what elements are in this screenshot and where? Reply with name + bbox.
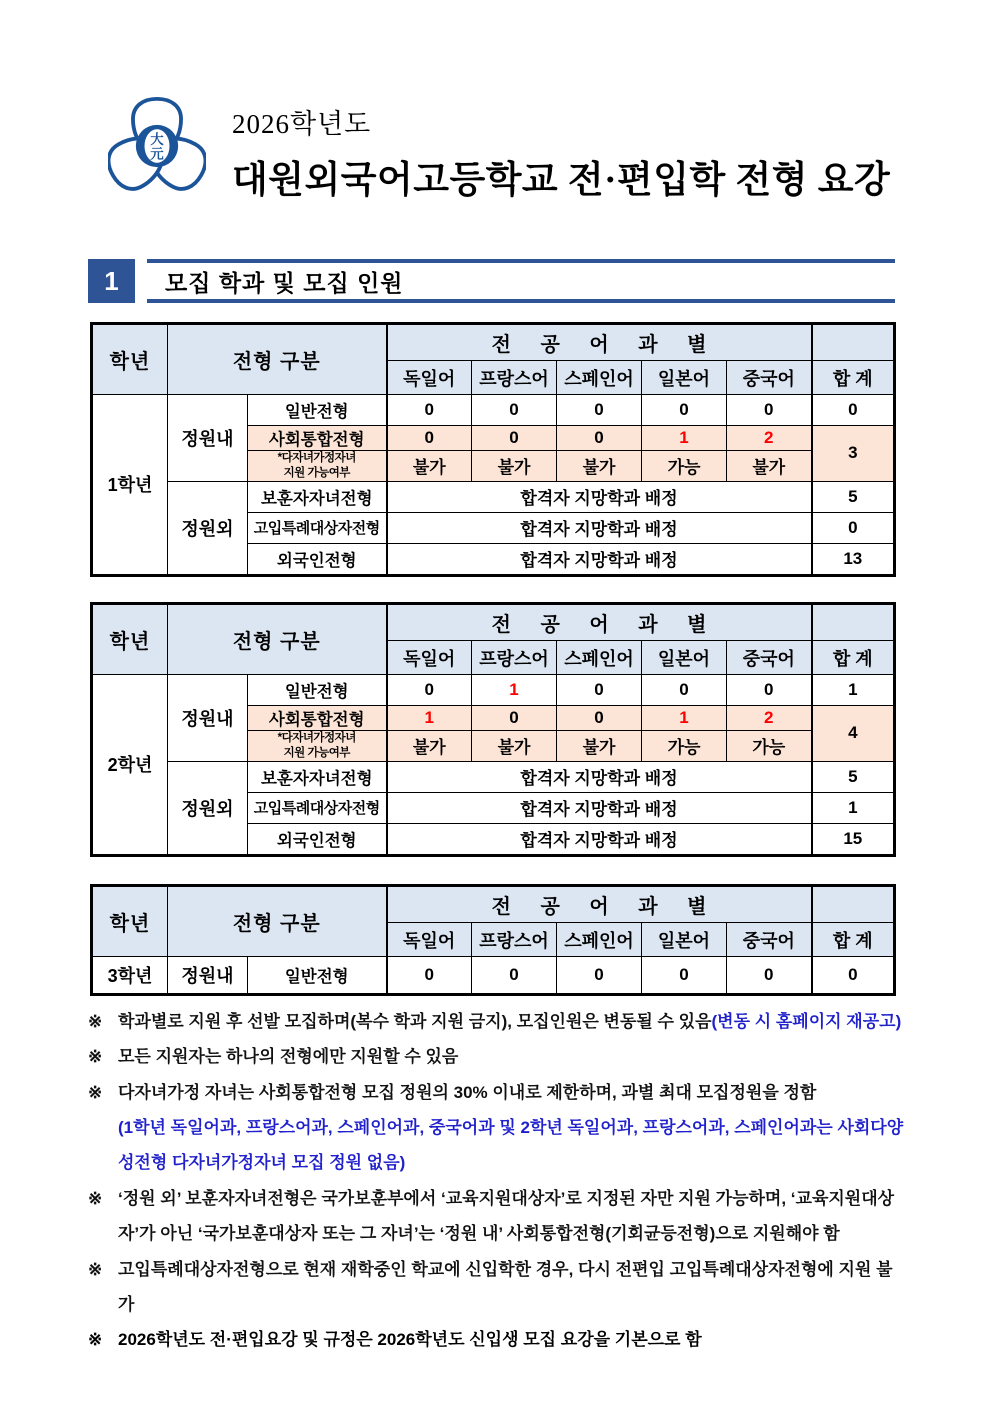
total-cell: 1 <box>812 675 895 706</box>
quota-in-label: 정원내 <box>168 395 248 482</box>
multichild-label-line1: *다자녀가정자녀 <box>277 732 356 744</box>
col-header-spanish: 스페인어 <box>557 923 642 957</box>
col-header-grade: 학년 <box>92 324 168 395</box>
col-header-german: 독일어 <box>387 923 472 957</box>
col-header-japanese: 일본어 <box>642 923 727 957</box>
row-label-multichild <box>248 731 387 762</box>
eligibility-cell: 불가 <box>727 451 812 482</box>
col-header-grade: 학년 <box>92 604 168 675</box>
footnote-text: 다자녀가정 자녀는 사회통합전형 모집 정원의 30% 이내로 제한하며, 과별 최대 모집정원을 정함 <box>118 1082 817 1102</box>
count-cell: 1 <box>642 706 727 731</box>
col-header-spanish: 스페인어 <box>557 641 642 675</box>
col-header-blank <box>812 324 895 361</box>
table-row-general <box>92 395 895 426</box>
count-cell: 0 <box>472 426 557 451</box>
count-cell: 2 <box>727 706 812 731</box>
count-cell: 1 <box>642 426 727 451</box>
footnote-text-highlight: (1학년 독일어과, 프랑스어과, 스페인어과, 중국어과 및 2학년 독일어과, 프랑스어과, 스페인어과는 사회다양성전형 다자녀가정자녀 모집 정원 없음) <box>118 1118 904 1173</box>
table-row-general <box>92 675 895 706</box>
count-cell: 1 <box>387 706 472 731</box>
quota-in-label: 정원내 <box>168 675 248 762</box>
col-header-chinese: 중국어 <box>727 361 812 395</box>
count-cell: 0 <box>642 395 727 426</box>
grade-label: 3학년 <box>92 957 168 995</box>
col-header-category: 전형 구분 <box>168 324 387 395</box>
table-row-veterans <box>92 481 895 512</box>
count-cell: 0 <box>472 395 557 426</box>
col-header-total: 합 계 <box>812 361 895 395</box>
col-header-french: 프랑스어 <box>472 361 557 395</box>
row-label-general: 일반전형 <box>248 957 387 995</box>
row-label-multichild <box>248 451 387 482</box>
col-header-blank <box>812 886 895 923</box>
count-cell: 0 <box>727 957 812 995</box>
footnote-text: 모든 지원자는 하나의 전형에만 지원할 수 있음 <box>118 1047 459 1067</box>
footnote-text-highlight: (변동 시 홈페이지 재공고) <box>711 1012 902 1031</box>
row-label-foreigner: 외국인전형 <box>248 543 387 575</box>
col-header-total: 합 계 <box>812 641 895 675</box>
col-header-category: 전형 구분 <box>168 604 387 675</box>
quota-out-label: 정원외 <box>168 761 248 855</box>
count-cell: 0 <box>642 675 727 706</box>
eligibility-cell: 가능 <box>727 731 812 762</box>
table-row-veterans <box>92 761 895 792</box>
page-title: 대원외국어고등학교 전·편입학 전형 요강 <box>232 160 891 201</box>
total-cell: 0 <box>812 957 895 995</box>
eligibility-cell: 불가 <box>387 731 472 762</box>
assignment-cell: 합격자 지망학과 배정 <box>387 543 812 575</box>
footnote-4 <box>88 1181 908 1252</box>
col-header-french: 프랑스어 <box>472 923 557 957</box>
col-header-blank <box>812 604 895 641</box>
footnote-2 <box>88 1039 908 1074</box>
eligibility-cell: 불가 <box>387 451 472 482</box>
title-block <box>232 96 890 203</box>
count-cell: 0 <box>472 957 557 995</box>
eligibility-cell: 가능 <box>642 451 727 482</box>
assignment-cell: 합격자 지망학과 배정 <box>387 792 812 823</box>
multichild-label-line1: *다자녀가정자녀 <box>277 452 356 464</box>
count-cell: 0 <box>727 395 812 426</box>
footnote-marker: ※ <box>88 1012 103 1031</box>
footnote-1 <box>88 1004 908 1039</box>
col-header-category: 전형 구분 <box>168 886 387 957</box>
count-cell: 0 <box>387 675 472 706</box>
section-number-badge: 1 <box>88 259 135 303</box>
total-cell: 5 <box>812 761 895 792</box>
eligibility-cell: 불가 <box>557 731 642 762</box>
row-label-special: 고입특례대상자전형 <box>248 512 387 543</box>
footnote-marker: ※ <box>88 1188 103 1208</box>
count-cell: 0 <box>387 395 472 426</box>
footnote-text: 2026학년도 전·편입요강 및 규정은 2026학년도 신입생 모집 요강을 기본으로 함 <box>118 1330 702 1350</box>
col-header-major-group: 전 공 어 과 별 <box>387 604 812 641</box>
eligibility-cell: 불가 <box>557 451 642 482</box>
col-header-german: 독일어 <box>387 361 472 395</box>
footnote-marker: ※ <box>88 1082 103 1102</box>
total-cell: 5 <box>812 481 895 512</box>
col-header-french: 프랑스어 <box>472 641 557 675</box>
multichild-label-line2: 지원 가능여부 <box>283 746 350 759</box>
count-cell: 0 <box>557 395 642 426</box>
col-header-chinese: 중국어 <box>727 641 812 675</box>
total-cell: 1 <box>812 792 895 823</box>
count-cell: 0 <box>557 957 642 995</box>
grade-label: 2학년 <box>92 675 168 856</box>
col-header-japanese: 일본어 <box>642 641 727 675</box>
table-row-general <box>92 957 895 995</box>
admission-table-grade1 <box>90 322 896 577</box>
admission-table-grade3 <box>90 884 896 996</box>
col-header-major-group: 전 공 어 과 별 <box>387 886 812 923</box>
table-header-row <box>92 324 895 361</box>
eligibility-cell: 불가 <box>472 451 557 482</box>
table-header-row <box>92 604 895 641</box>
count-cell: 2 <box>727 426 812 451</box>
admission-table-grade2 <box>90 602 896 857</box>
col-header-major-group: 전 공 어 과 별 <box>387 324 812 361</box>
row-label-general: 일반전형 <box>248 675 387 706</box>
document-header <box>108 96 890 203</box>
footnote-marker: ※ <box>88 1259 103 1279</box>
total-cell: 15 <box>812 823 895 855</box>
multichild-label-line2: 지원 가능여부 <box>283 466 350 479</box>
table-header-row <box>92 886 895 923</box>
col-header-chinese: 중국어 <box>727 923 812 957</box>
footnote-text: 고입특례대상자전형으로 현재 재학중인 학교에 신입학한 경우, 다시 전편입 고입특례대상자전형에 지원 불가 <box>118 1259 893 1314</box>
title-year: 2026학년도 <box>232 109 372 139</box>
col-header-japanese: 일본어 <box>642 361 727 395</box>
footnote-text: ‘정원 외’ 보훈자자녀전형은 국가보훈부에서 ‘교육지원대상자’로 지정된 자만 지원 가능하며, ‘교육지원대상자’가 아닌 ‘국가보훈대상자 또는 그 자녀’는 ‘정원 내’ 사회통합전형(기회균등전형)으로 지원해야 함 <box>118 1188 895 1244</box>
footnote-marker: ※ <box>88 1330 103 1350</box>
count-cell: 0 <box>557 426 642 451</box>
assignment-cell: 합격자 지망학과 배정 <box>387 823 812 855</box>
count-cell: 0 <box>557 675 642 706</box>
count-cell: 0 <box>727 675 812 706</box>
row-label-general: 일반전형 <box>248 395 387 426</box>
footnotes <box>88 1004 908 1358</box>
footnote-marker: ※ <box>88 1047 103 1067</box>
grade-label: 1학년 <box>92 395 168 576</box>
count-cell: 1 <box>472 675 557 706</box>
assignment-cell: 합격자 지망학과 배정 <box>387 481 812 512</box>
footnote-text: 학과별로 지원 후 선발 모집하며(복수 학과 지원 금지), 모집인원은 변동될 수 있음 <box>118 1012 712 1031</box>
col-header-grade: 학년 <box>92 886 168 957</box>
eligibility-cell: 불가 <box>472 731 557 762</box>
total-cell: 0 <box>812 395 895 426</box>
footnote-5 <box>88 1252 908 1323</box>
quota-out-label: 정원외 <box>168 481 248 575</box>
total-cell: 0 <box>812 512 895 543</box>
footnote-6 <box>88 1322 908 1357</box>
row-label-veterans: 보훈자자녀전형 <box>248 481 387 512</box>
section-header <box>88 259 895 303</box>
count-cell: 0 <box>642 957 727 995</box>
assignment-cell: 합격자 지망학과 배정 <box>387 512 812 543</box>
logo-char-top: 大 <box>150 132 164 148</box>
row-label-social: 사회통합전형 <box>248 706 387 731</box>
footnote-3 <box>88 1075 908 1181</box>
row-label-veterans: 보훈자자녀전형 <box>248 761 387 792</box>
count-cell: 0 <box>387 426 472 451</box>
school-emblem-icon <box>108 96 206 196</box>
col-header-german: 독일어 <box>387 641 472 675</box>
assignment-cell: 합격자 지망학과 배정 <box>387 761 812 792</box>
total-cell: 13 <box>812 543 895 575</box>
row-label-special: 고입특례대상자전형 <box>248 792 387 823</box>
count-cell: 0 <box>557 706 642 731</box>
logo-char-bottom: 元 <box>150 146 164 162</box>
row-label-foreigner: 외국인전형 <box>248 823 387 855</box>
col-header-spanish: 스페인어 <box>557 361 642 395</box>
section-title: 모집 학과 및 모집 인원 <box>147 259 895 303</box>
row-label-social: 사회통합전형 <box>248 426 387 451</box>
eligibility-cell: 가능 <box>642 731 727 762</box>
total-cell-merged: 3 <box>812 426 895 482</box>
count-cell: 0 <box>472 706 557 731</box>
count-cell: 0 <box>387 957 472 995</box>
col-header-total: 합 계 <box>812 923 895 957</box>
total-cell-merged: 4 <box>812 706 895 762</box>
quota-in-label: 정원내 <box>168 957 248 995</box>
